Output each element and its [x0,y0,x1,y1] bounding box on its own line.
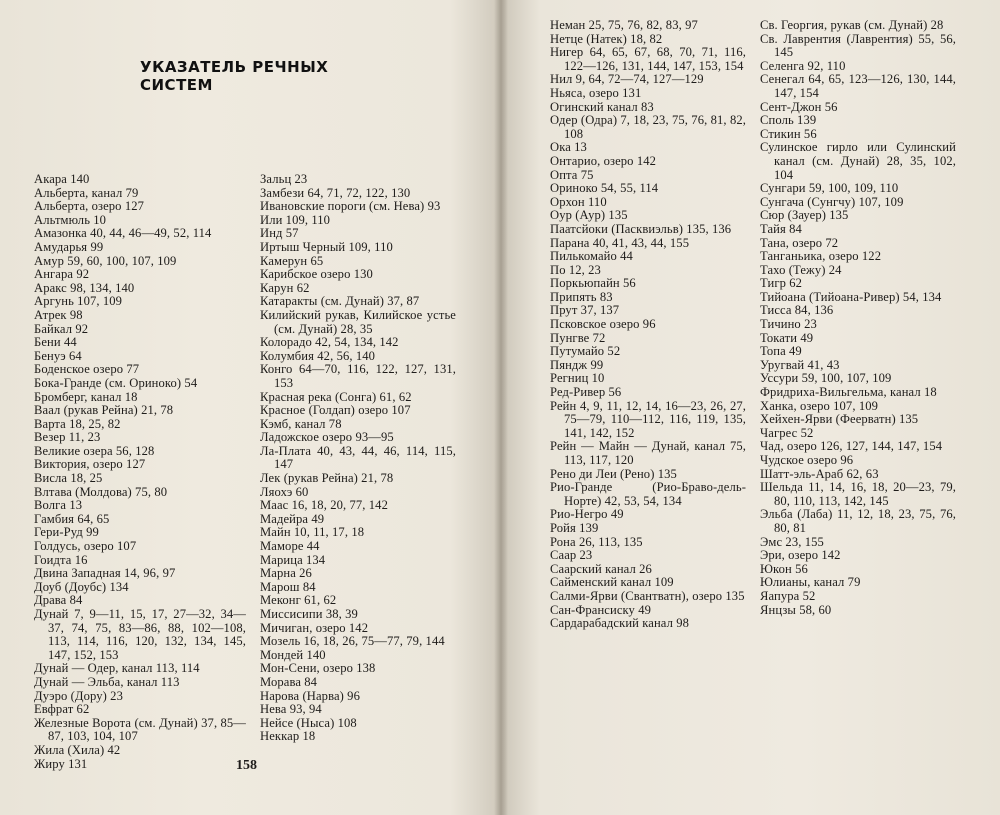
index-entry: Нейсе (Ныса) 108 [260,715,357,730]
index-entry: Колумбия 42, 56, 140 [260,348,376,363]
index-entry: Ла-Плата 40, 43, 44, 46, 114, 115, 147 [260,443,456,472]
index-entry: Жила (Хила) 42 [34,742,121,757]
index-entry: Регниц 10 [550,371,605,386]
index-entry: Шатт-эль-Араб 62, 63 [760,466,879,481]
index-entry: Чагрес 52 [760,425,814,440]
index-entry: Сан-Франсиску 49 [550,602,651,617]
index-entry: Орхон 110 [550,194,607,209]
index-entry: Ивановские пороги (см. Нева) 93 [260,199,441,214]
index-entry: Иртыш Черный 109, 110 [260,239,393,254]
index-entry: Альберта, озеро 127 [34,199,145,214]
index-entry: Сунгача (Сунгчу) 107, 109 [760,194,904,209]
index-entry: Марна 26 [260,566,312,581]
index-entry: Майн 10, 11, 17, 18 [260,525,365,540]
index-entry: Чад, озеро 126, 127, 144, 147, 154 [760,439,943,454]
index-entry: Парана 40, 41, 43, 44, 155 [550,235,690,250]
index-entry: Нигер 64, 65, 67, 68, 70, 71, 116, 122—126, 131, 144, 147, 153, 154 [550,45,746,73]
index-entry: Пилькомайо 44 [550,249,633,264]
index-entry: Ляохэ 60 [260,484,309,499]
index-entry: Рейн 4, 9, 11, 12, 14, 16—23, 26, 27, 75—79, 110—112, 116, 119, 135, 141, 142, 152 [550,398,746,440]
index-entry: Альберта, канал 79 [34,185,139,200]
index-entry: Уругвай 41, 43 [760,357,840,372]
index-entry: Огинский канал 83 [550,99,654,114]
index-entry: Камерун 65 [260,253,324,268]
page-number: 158 [236,758,257,773]
index-entry: Двина Западная 14, 96, 97 [34,566,176,581]
index-entry: Топа 49 [760,344,802,359]
index-entry: Сенегал 64, 65, 123—126, 130, 144, 147, 154 [760,72,956,100]
index-entry: Опта 75 [550,167,594,182]
index-entry: Дунай 7, 9—11, 15, 17, 27—32, 34—37, 74, 75, 83—86, 88, 102—108, 113, 114, 116, 120, 132, 134, 145, 147, 152, 153 [34,607,246,662]
index-entry: Аракс 98, 134, 140 [34,280,135,295]
index-entry: Токати 49 [760,330,814,345]
index-entry: Ваал (рукав Рейна) 21, 78 [34,403,174,418]
index-entry: Великие озера 56, 128 [34,443,155,458]
index-entry: Инд 57 [260,226,299,241]
index-entry: Конго 64—70, 116, 122, 127, 131, 153 [260,362,456,390]
index-entry: Прут 37, 137 [550,303,620,318]
index-entry: Псковское озеро 96 [550,317,656,332]
index-entry: Аргунь 107, 109 [34,294,123,309]
index-entry: Дуэро (Дору) 23 [34,688,123,703]
index-entry: Сулинское гирло или Сулинский канал (см. Дунай) 28, 35, 102, 104 [760,140,956,182]
index-column-4 [760,19,956,617]
index-entry: Нева 93, 94 [260,702,322,717]
index-entry: Карун 62 [260,280,310,295]
index-entry: Ладожское озеро 93—95 [260,430,394,445]
index-entry: Дунай — Эльба, канал 113 [34,674,180,689]
index-entry: Бени 44 [34,335,77,350]
book-gutter [494,0,508,815]
index-entry: Сунгари 59, 100, 109, 110 [760,181,899,196]
index-entry: Байкал 92 [34,321,89,336]
index-entry: Кэмб, канал 78 [260,416,342,431]
index-entry: Альтмюль 10 [34,212,107,227]
index-entry: Неман 25, 75, 76, 82, 83, 97 [550,18,698,32]
index-entry: Бенуэ 64 [34,348,82,363]
index-entry: Зальц 23 [260,172,308,186]
index-entry: Амазонка 40, 44, 46—49, 52, 114 [34,226,212,241]
index-entry: Лек (рукав Рейна) 21, 78 [260,471,394,486]
index-entry: Марица 134 [260,552,326,567]
index-entry: Везер 11, 23 [34,430,101,445]
index-entry: Фридриха-Вильгельма, канал 18 [760,385,937,400]
page-title: УКАЗАТЕЛЬ РЕЧНЫХ СИСТЕМ [140,58,329,94]
index-entry: Мичиган, озеро 142 [260,620,369,635]
index-entry: Танганьика, озеро 122 [760,249,882,264]
index-entry: Саарский канал 26 [550,561,652,576]
index-entry: Паатсйоки (Пасквиэльв) 135, 136 [550,221,732,236]
index-entry: Нетце (Натек) 18, 82 [550,31,663,46]
index-entry: Тана, озеро 72 [760,235,839,250]
index-entry: Споль 139 [760,113,817,128]
index-entry: Салми-Ярви (Свантватн), озеро 135 [550,588,745,603]
index-entry: Мозель 16, 18, 26, 75—77, 79, 144 [260,634,445,649]
index-entry: Чудское озеро 96 [760,453,854,467]
index-entry: Рио-Негро 49 [550,507,624,522]
index-entry: Рио-Гранде (Рио-Браво-дель-Норте) 42, 53, 54, 134 [550,480,746,508]
index-entry: Красная река (Сонга) 61, 62 [260,389,412,404]
index-entry: Маморе 44 [260,539,320,554]
index-entry: Дунай — Одер, канал 113, 114 [34,661,200,676]
index-entry: Красное (Голдап) озеро 107 [260,403,411,418]
index-entry: Хейхен-Ярви (Феерватн) 135 [760,412,919,427]
index-entry: Тахо (Тежу) 24 [760,262,842,277]
index-entry: Миссисипи 38, 39 [260,607,358,621]
index-entry: Ройя 139 [550,520,599,535]
index-entry: Мон-Сени, озеро 138 [260,661,376,676]
index-entry: Шельда 11, 14, 16, 18, 20—23, 79, 80, 110, 113, 142, 145 [760,480,956,508]
index-column-3 [550,19,746,631]
index-entry: Гамбия 64, 65 [34,511,110,526]
index-entry: Гоидта 16 [34,552,88,567]
index-entry: Поркьюпайн 56 [550,276,636,291]
index-entry: Ньяса, озеро 131 [550,85,642,100]
index-entry: Сюр (Зауер) 135 [760,208,849,223]
index-entry: Эльба (Лаба) 11, 12, 18, 23, 75, 76, 80, 81 [760,507,956,535]
index-entry: Бока-Гранде (см. Ориноко) 54 [34,375,198,390]
index-entry: Мондей 140 [260,647,326,662]
index-entry: Катаракты (см. Дунай) 37, 87 [260,294,420,309]
index-entry: Стикин 56 [760,126,817,141]
index-entry: Рона 26, 113, 135 [550,534,643,549]
index-column-1 [34,173,246,771]
index-entry: Бромберг, канал 18 [34,389,138,404]
index-entry: Доуб (Доубс) 134 [34,579,129,594]
index-entry: Железные Ворота (см. Дунай) 37, 85—87, 103, 104, 107 [34,715,246,744]
index-entry: Янцзы 58, 60 [760,602,832,617]
index-entry: Сент-Джон 56 [760,99,838,114]
index-entry: Евфрат 62 [34,702,90,717]
index-entry: Замбези 64, 71, 72, 122, 130 [260,185,411,200]
index-entry: Уссури 59, 100, 107, 109 [760,371,892,386]
index-entry: Одер (Одра) 7, 18, 23, 75, 76, 81, 82, 108 [550,113,746,141]
index-entry: Колорадо 42, 54, 134, 142 [260,335,399,350]
index-entry: Амударья 99 [34,239,104,254]
index-entry: Эри, озеро 142 [760,548,841,563]
index-entry: Ангара 92 [34,267,90,282]
index-entry: Св. Георгия, рукав (см. Дунай) 28 [760,18,944,32]
index-entry: Сайменский канал 109 [550,575,674,590]
index-entry: Св. Лаврентия (Лаврентия) 55, 56, 145 [760,31,956,60]
index-entry: Юкон 56 [760,561,808,576]
index-entry: Акара 140 [34,172,90,186]
index-entry: Боденское озеро 77 [34,362,140,377]
index-entry: Неккар 18 [260,729,316,744]
index-entry: Тисса 84, 136 [760,303,834,318]
index-entry: Меконг 61, 62 [260,593,337,608]
index-entry: Драва 84 [34,593,83,608]
index-entry: Голдусь, озеро 107 [34,539,137,554]
index-entry: Пунгве 72 [550,330,606,345]
index-entry: Нарова (Нарва) 96 [260,688,360,703]
index-entry: Тайя 84 [760,221,802,236]
index-entry: Висла 18, 25 [34,471,103,486]
index-column-2 [260,173,456,744]
index-entry: Карибское озеро 130 [260,267,373,282]
index-entry: Влтава (Молдова) 75, 80 [34,484,168,499]
index-entry: Саар 23 [550,548,593,563]
index-entry: Рено ди Леи (Рено) 135 [550,466,677,481]
index-entry: Килийский рукав, Килийское устье (см. Дунай) 28, 35 [260,307,456,336]
index-entry: Онтарио, озеро 142 [550,153,657,168]
index-entry: Припять 83 [550,289,613,304]
index-entry: Юлианы, канал 79 [760,575,861,590]
index-entry: Волга 13 [34,498,83,513]
index-entry: Ока 13 [550,140,587,155]
index-entry: Гери-Руд 99 [34,525,99,540]
index-entry: Варта 18, 25, 82 [34,416,121,431]
index-entry: Рейн — Майн — Дунай, канал 75, 113, 117, 120 [550,439,746,467]
index-entry: Сардарабадский канал 98 [550,616,690,631]
index-entry: Или 109, 110 [260,212,331,227]
index-entry: Ханка, озеро 107, 109 [760,398,879,413]
index-entry: Амур 59, 60, 100, 107, 109 [34,253,177,268]
index-entry: Нил 9, 64, 72—74, 127—129 [550,72,704,87]
index-entry: Пяндж 99 [550,357,604,372]
index-entry: Путумайо 52 [550,344,621,359]
index-entry: Ред-Ривер 56 [550,385,622,400]
index-entry: Марош 84 [260,579,316,594]
index-entry: Тигр 62 [760,276,803,291]
index-entry: Виктория, озеро 127 [34,457,146,472]
index-entry: Тичино 23 [760,317,817,332]
index-entry: Яапура 52 [760,588,816,603]
index-entry: Мадейра 49 [260,511,325,526]
index-entry: Ориноко 54, 55, 114 [550,181,659,196]
index-entry: Тийоана (Тийоана-Ривер) 54, 134 [760,289,942,304]
index-entry: Морава 84 [260,674,318,689]
index-entry: Эмс 23, 155 [760,534,824,549]
index-entry: Маас 16, 18, 20, 77, 142 [260,498,388,513]
index-entry: Атрек 98 [34,307,83,322]
index-entry: Оур (Аур) 135 [550,208,628,223]
index-entry: Селенга 92, 110 [760,58,846,73]
index-entry: Жиру 131 [34,756,88,771]
index-entry: По 12, 23 [550,262,601,277]
